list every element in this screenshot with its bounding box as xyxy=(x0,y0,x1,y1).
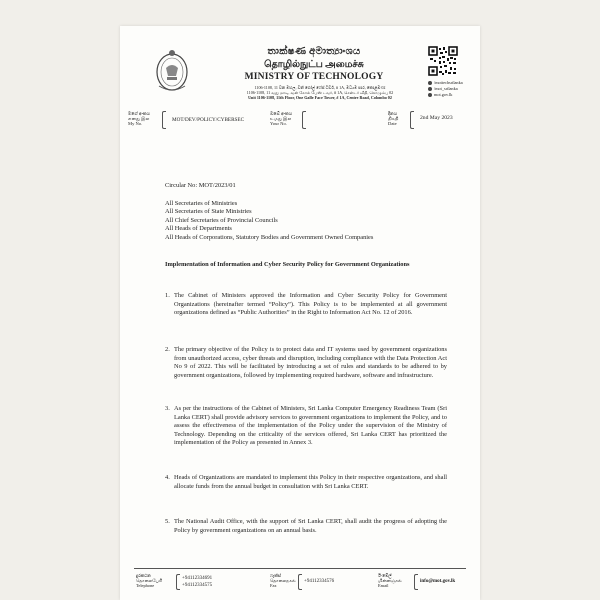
fax-label xyxy=(270,573,296,589)
address-tamil: 1106-1108, 11 வது மாடி, வன் கோல் பேஸ் டவர், # 1A, சென்டர் வீதி, கொழும்பு 02 xyxy=(246,90,394,95)
telephone-1[interactable]: +94112334691 xyxy=(182,576,213,581)
addressee-item: All Secretaries of State Ministries xyxy=(165,208,252,216)
paragraph-text: The primary objective of the Policy is to protect data and IT systems used by government organizations from unauthorized access, cyber threats and disruption, including compliance with the Data Protection Act No 9 of 2022. This will be facilitated by introducing a set of rules and standards to be adhered to by government organizations, followed by implementing required hardware, software and infrastructure. xyxy=(174,346,447,379)
footer-divider xyxy=(134,568,466,569)
email-value[interactable]: info@mot.gov.lk xyxy=(420,579,456,584)
paragraph-3 xyxy=(165,405,447,448)
address-english: Unit 1106-1108, 11th Floor, One Galle Face Tower, # 1A, Centre Road, Colombo 02 xyxy=(248,95,392,100)
subject-heading: Implementation of Information and Cyber Security Policy for Government Organizations xyxy=(165,261,410,268)
my-no-value: MOT/DEV/POLICY/CYBERSEC xyxy=(172,117,245,123)
my-no-label xyxy=(128,111,150,127)
addressee-item: All Chief Secretaries of Provincial Councils xyxy=(165,216,278,224)
telephone-label xyxy=(136,573,162,589)
telephone-values xyxy=(182,576,212,589)
address-sinhala: 1106-1108, 11 වන මහල, වන් ගෝල් ෆේස් ටවර්, # 1A, මධ්‍යම පාර, කොළඹ 02 xyxy=(254,85,386,90)
date-value: 2nd May 2023 xyxy=(420,115,453,121)
paragraph-text: The Cabinet of Ministers approved the Information and Cyber Security Policy for Government Organizations (hereinafter termed “Policy”). This Policy is to be implemented at all government organizations defined as “Public Authorities” in the Right to Information Act No. 12 of 2016. xyxy=(174,292,447,317)
date-label-sinhala: දිනය xyxy=(388,111,398,116)
fax-label-english: Fax xyxy=(270,583,277,589)
addressee-item: All Secretaries of Ministries xyxy=(165,200,238,207)
date-label xyxy=(388,111,398,127)
twitter-icon xyxy=(428,87,432,91)
paragraph-2 xyxy=(165,346,447,380)
paragraph-text: As per the instructions of the Cabinet of Ministers, Sri Lanka Computer Emergency Readiness Team (Sri Lanka CERT) shall provide advisory services to government organizations to implement the Policy, and to assess the effectiveness of the implementation of the Policy under the supervision of the Ministry of Technology. Depending on the criticality of the services offered, Sri Lanka CERT has prioritized the implementation of the Policy as presented in Annex 3. xyxy=(174,405,447,447)
paragraph-number: 1. xyxy=(165,292,170,299)
email-label-english: Email xyxy=(378,583,389,589)
qr-code-icon xyxy=(428,46,458,76)
my-no-label-sinhala: මගේ අංකය xyxy=(128,111,150,116)
paragraph-text: Heads of Organizations are mandated to implement this Policy in their respective organizations, and shall allocate funds from the annual budget in consultation with Sri Lanka CERT. xyxy=(174,474,447,490)
facebook-icon xyxy=(428,81,432,85)
circular-number: Circular No: MOT/2023/01 xyxy=(165,182,236,189)
fax-label-sinhala: ෆැක්ස් xyxy=(270,573,281,578)
paragraph-1 xyxy=(165,292,447,318)
my-no-label-english: My No. xyxy=(128,121,143,127)
fax-label-tamil: தொலைநகல் xyxy=(270,578,296,584)
your-no-label xyxy=(270,111,292,127)
social-facebook-label: /mottechsrilanka xyxy=(434,80,463,85)
your-no-brace xyxy=(302,111,306,129)
social-website[interactable] xyxy=(428,92,463,98)
ministry-title-tamil: தொழில்நுட்ப அமைச்சு xyxy=(264,60,364,70)
telephone-label-english: Telephone xyxy=(136,583,155,589)
fax-brace xyxy=(298,574,302,590)
telephone-brace xyxy=(176,574,180,590)
ministry-title-english: MINISTRY OF TECHNOLOGY xyxy=(244,72,384,82)
email-label-tamil: மின்னஞ்சல் xyxy=(378,578,402,584)
paragraph-5 xyxy=(165,518,447,535)
paragraph-number: 2. xyxy=(165,346,170,353)
telephone-label-tamil: தொலைபேசி xyxy=(136,578,163,584)
fax-value[interactable]: +94112334576 xyxy=(304,579,335,584)
social-twitter-label: /mot_srilanka xyxy=(434,86,458,91)
telephone-2[interactable]: +94112334575 xyxy=(182,582,213,588)
globe-icon xyxy=(428,93,432,97)
date-label-english: Date xyxy=(388,121,397,127)
date-brace xyxy=(410,111,414,129)
paragraph-number: 5. xyxy=(165,518,170,525)
ministry-title-sinhala: තාක්ෂණ අමාත්‍යාංශය xyxy=(267,46,361,57)
paragraph-number: 3. xyxy=(165,405,170,412)
my-no-label-tamil: எனது இல xyxy=(128,116,150,122)
reference-row xyxy=(120,109,480,131)
addressee-item: All Heads of Corporations, Statutory Bodies and Government Owned Companies xyxy=(165,233,374,241)
your-no-label-sinhala: ඔබේ අංකය xyxy=(270,111,292,116)
paragraph-text: The National Audit Office, with the support of Sri Lanka CERT, shall audit the progress of adopting the Policy by government organizations on an annual basis. xyxy=(174,518,447,534)
paragraph-number: 4. xyxy=(165,474,170,481)
your-no-label-english: Your No. xyxy=(270,121,287,127)
social-links xyxy=(428,80,463,98)
email-brace xyxy=(414,574,418,590)
email-label-sinhala: ඊ-මේල් xyxy=(378,573,392,578)
date-label-tamil: திகதி xyxy=(388,116,399,122)
telephone-label-sinhala: දුරකථන xyxy=(136,573,151,578)
document-page xyxy=(120,26,480,600)
email-label xyxy=(378,573,402,589)
paragraph-4 xyxy=(165,474,447,491)
your-no-label-tamil: உமது இல xyxy=(270,116,292,122)
social-website-label: mot.gov.lk xyxy=(434,92,453,97)
my-no-brace xyxy=(162,111,166,129)
addressee-item: All Heads of Departments xyxy=(165,225,232,233)
addressee-list xyxy=(165,200,447,242)
